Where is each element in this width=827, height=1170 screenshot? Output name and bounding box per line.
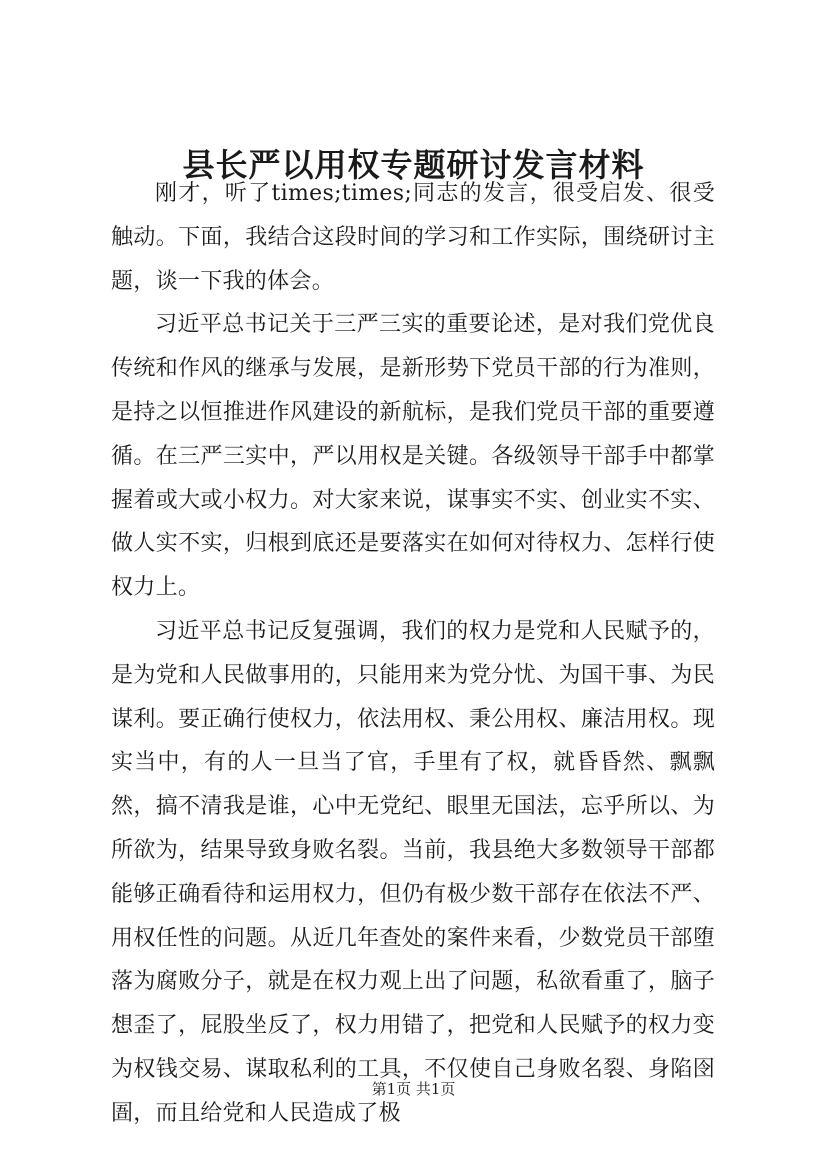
document-title: 县长严以用权专题研讨发言材料 xyxy=(182,146,645,184)
paragraph-2: 习近平总书记关于三严三实的重要论述，是对我们党优良传统和作风的继承与发展，是新形势下党员干部的行为准则，是持之以恒推进作风建设的新航标，是我们党员干部的重要遵循。在三严三实中，严以用权是关键。各级领导干部手中都掌握着或大或小权力。对大家来说，谋事实不实、创业实不实、做人实不实，归根到底还是要落实在如何对待权力、怎样行使权力上。 xyxy=(111,312,715,601)
document-body xyxy=(111,172,715,1136)
paragraph-3: 习近平总书记反复强调，我们的权力是党和人民赋予的，是为党和人民做事用的，只能用来为党分忧、为国干事、为民谋利。要正确行使权力，依法用权、秉公用权、廉洁用权。现实当中，有的人一旦当了官，手里有了权，就昏昏然、飘飘然，搞不清我是谁，心中无党纪、眼里无国法，忘乎所以、为所欲为，结果导致身败名裂。当前，我县绝大多数领导干部都能够正确看待和运用权力，但仍有极少数干部存在依法不严、用权任性的问题。从近几年查处的案件来看，少数党员干部堕落为腐败分子，就是在权力观上出了问题，私欲看重了，脑子想歪了，屁股坐反了，权力用错了，把党和人民赋予的权力变为权钱交易、谋取私利的工具，不仅使自己身败名裂、身陷囹圄，而且给党和人民造成了极 xyxy=(111,618,715,1126)
paragraph-1: 刚才，听了times;times;同志的发言，很受启发、很受触动。下面，我结合这段时间的学习和工作实际，围绕研讨主题，谈一下我的体会。 xyxy=(111,181,715,294)
page-footer: 第1页 共1页 xyxy=(371,1080,456,1098)
